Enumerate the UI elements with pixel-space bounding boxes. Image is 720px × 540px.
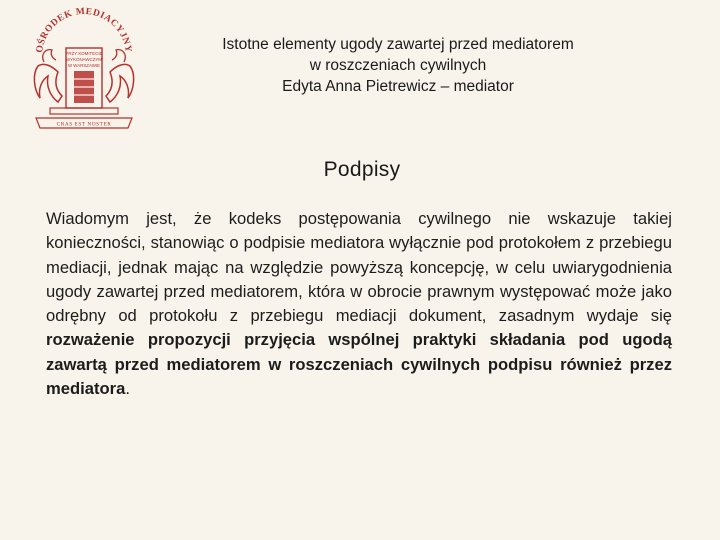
- logo-inner-text-1: PRZY KOMITECIE: [65, 51, 103, 56]
- body-bold-text: rozważenie propozycji przyjęcia wspólnej praktyki składania pod ugodą zawartą przed mediatorem w roszczeniach cywilnych podpisu również przez mediatora: [46, 330, 672, 399]
- logo-emblem: [28, 4, 140, 136]
- logo-arc-text: OŚRODEK MEDIACYJNY: [35, 6, 133, 54]
- body-end-text: .: [125, 379, 130, 399]
- logo-inner-text-2: WYKONAWCZYM: [66, 57, 102, 62]
- header-line-3: Edyta Anna Pietrewicz – mediator: [282, 78, 514, 95]
- logo-inner-text-3: W WARSZAWIE: [67, 63, 101, 68]
- body-normal-text: Wiadomym jest, że kodeks postępowania cywilnego nie wskazuje takiej konieczności, stanowiąc o podpisie mediatora wyłącznie pod protokołem z przebiegu mediacji, jednak mając na względzie powyższą koncepcję, w celu uwiarygodnienia ugody zawartej przed mediatorem, która w obrocie prawnym występować może jako odrębny od protokołu z przebiegu mediacji dokument, zasadnym wydaje się: [46, 209, 672, 326]
- section-title: Podpisy: [323, 158, 401, 181]
- body-paragraph: [46, 207, 672, 401]
- header-line-1: Istotne elementy ugody zawartej przed mediatorem: [222, 36, 574, 53]
- slide-header: [150, 34, 646, 97]
- logo-ribbon-text: CRAS EST NOSTER: [56, 121, 112, 128]
- header-line-2: w roszczeniach cywilnych: [309, 57, 487, 74]
